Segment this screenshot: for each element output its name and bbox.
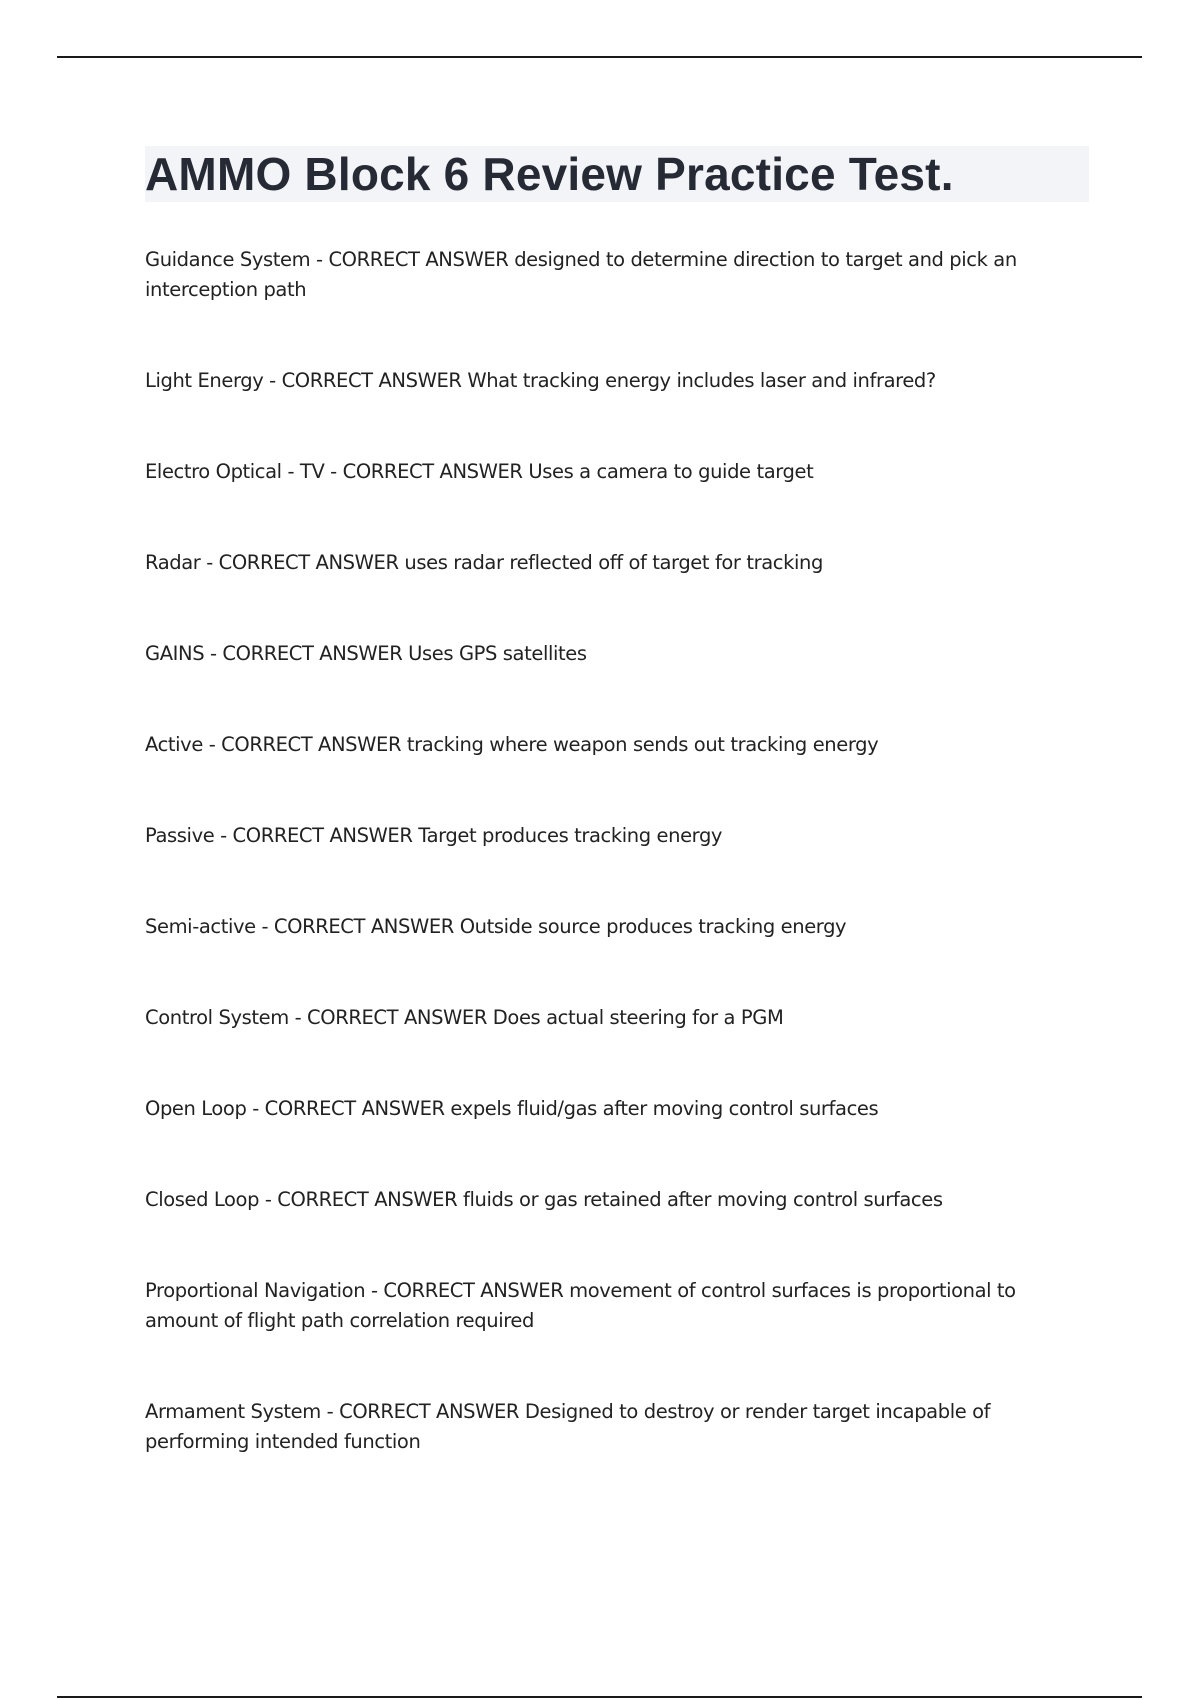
qa-item-radar: Radar - CORRECT ANSWER uses radar reflected off of target for tracking <box>145 551 823 574</box>
qa-item-light-energy: Light Energy - CORRECT ANSWER What tracking energy includes laser and infrared? <box>145 369 936 392</box>
qa-item-control-system: Control System - CORRECT ANSWER Does actual steering for a PGM <box>145 1006 784 1029</box>
title-banner <box>145 146 1089 202</box>
qa-item-armament-system: Armament System - CORRECT ANSWER Designed to destroy or render target incapable of performing intended function <box>145 1400 991 1453</box>
qa-item-open-loop: Open Loop - CORRECT ANSWER expels fluid/gas after moving control surfaces <box>145 1097 879 1120</box>
page-title: AMMO Block 6 Review Practice Test. <box>145 148 954 200</box>
qa-item-guidance-system: Guidance System - CORRECT ANSWER designed to determine direction to target and pick an interception path <box>145 248 1017 301</box>
qa-item-closed-loop: Closed Loop - CORRECT ANSWER fluids or gas retained after moving control surfaces <box>145 1188 943 1211</box>
qa-item-gains: GAINS - CORRECT ANSWER Uses GPS satellites <box>145 642 587 665</box>
qa-item-passive: Passive - CORRECT ANSWER Target produces tracking energy <box>145 824 723 847</box>
qa-list <box>145 245 1090 1518</box>
bottom-rule <box>57 1696 1142 1698</box>
qa-item-semi-active: Semi-active - CORRECT ANSWER Outside source produces tracking energy <box>145 915 847 938</box>
qa-item-active: Active - CORRECT ANSWER tracking where weapon sends out tracking energy <box>145 733 879 756</box>
top-rule <box>57 56 1142 58</box>
qa-item-electro-optical: Electro Optical - TV - CORRECT ANSWER Uses a camera to guide target <box>145 460 814 483</box>
qa-item-proportional-navigation: Proportional Navigation - CORRECT ANSWER movement of control surfaces is proportional to amount of flight path correlation required <box>145 1279 1016 1332</box>
